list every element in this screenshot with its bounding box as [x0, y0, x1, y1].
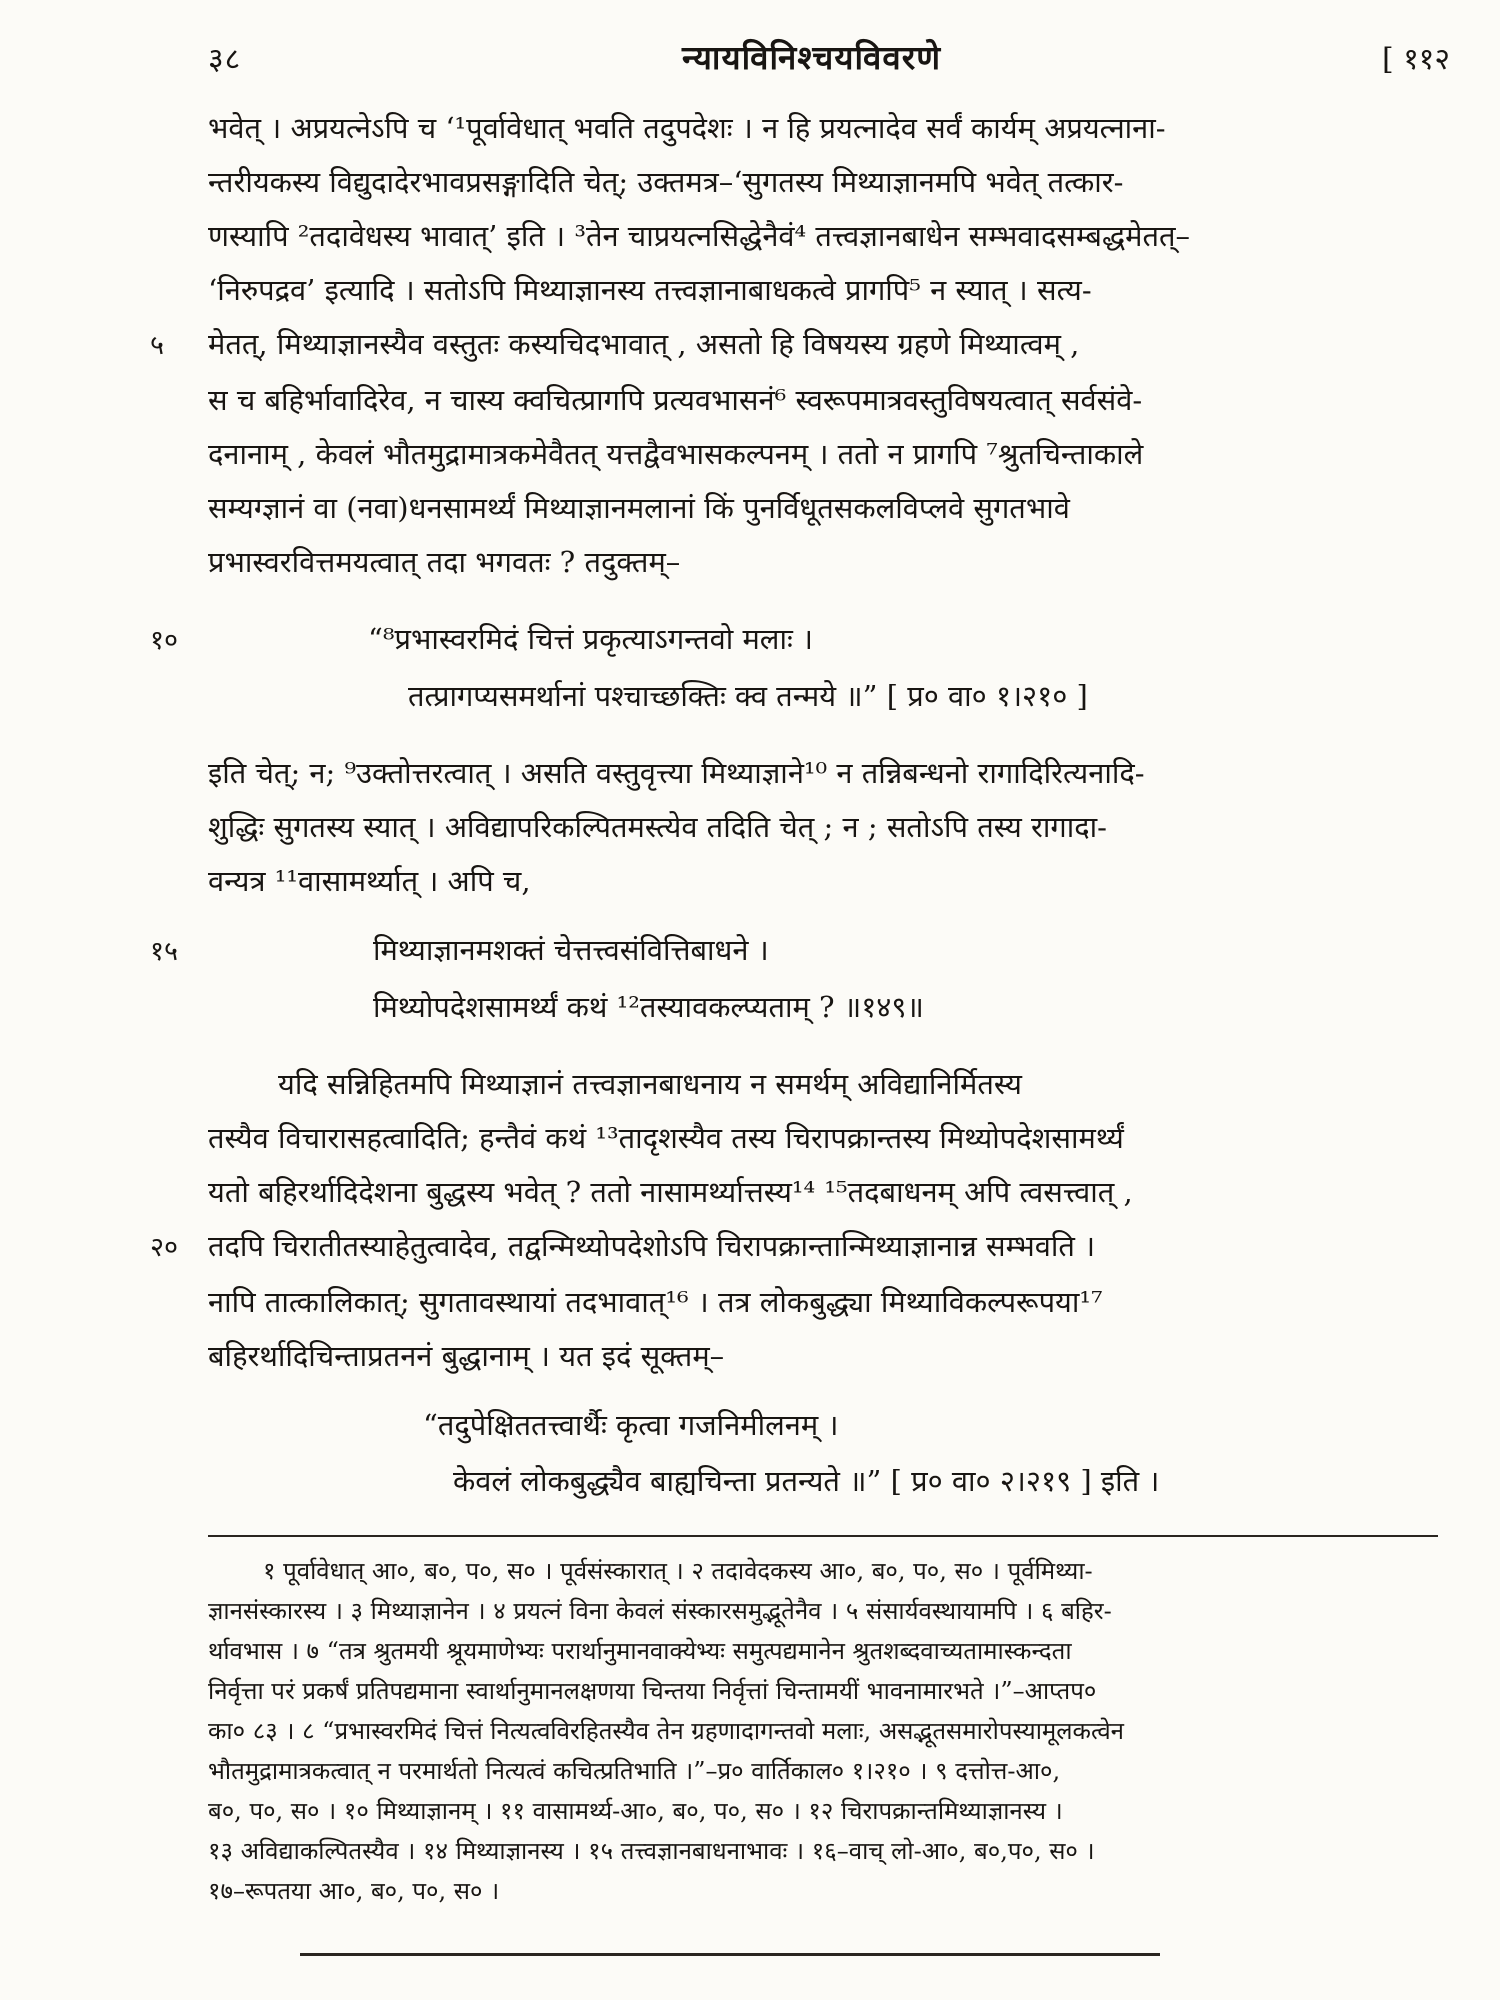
- body-text: यदि सन्निहितमपि मिथ्याज्ञानं तत्त्वज्ञानबाधनाय न समर्थम् अविद्यानिर्मितस्य: [278, 1067, 1022, 1101]
- text-line: [150, 1057, 1460, 1111]
- body-text: दनानाम् , केवलं भौतमुद्रामात्रकमेवैतत् यत्तद्वैवभासकल्पनम् । ततो न प्रागपि ⁷श्रुतचिन्ताकाले: [208, 437, 1144, 471]
- folio-reference: [ ११२: [1381, 42, 1450, 77]
- body-text: मेतत्, मिथ्याज्ञानस्यैव वस्तुतः कस्यचिदभावात् , असतो हि विषयस्य ग्रहणे मिथ्यात्वम् ,: [208, 327, 1080, 361]
- footnote-line: का० ८३ । ८ “प्रभास्वरमिदं चित्तं नित्यत्वविरहितस्यैव तेन ग्रहणादागन्तवो मलाः, असद्भूतसमारोपस्यामूलकत्वेन: [208, 1717, 1125, 1745]
- footnote-line: ब०, प०, स० । १० मिथ्याज्ञानम् । ११ वासामर्थ्य-आ०, ब०, प०, स० । १२ चिरापक्रान्तमिथ्याज्ञानस्य ।: [208, 1797, 1063, 1825]
- page-title: न्यायविनिश्चयविवरणे: [682, 38, 942, 77]
- footnote-line: निर्वृत्ता परं प्रकर्षं प्रतिपद्यमाना स्वार्थानुमानलक्षणया चिन्तया निर्वृत्तां चिन्तामयीं भावनामारभते ।”–आप्तप०: [208, 1677, 1097, 1705]
- footnote-line: भौतमुद्रामात्रकत्वात् न परमार्थतो नित्यत्वं कचित्प्रतिभाति ।”–प्र० वार्तिकाल० १।२१० । ९ दत्तोत्त-आ०,: [208, 1757, 1061, 1785]
- text-line: [150, 317, 1460, 373]
- footnote-line: र्थावभास । ७ “तत्र श्रुतमयी श्रूयमाणेभ्यः परार्थानुमानवाक्येभ्यः समुत्पद्यमानेन श्रुतशब्दवाच्यतामास्कन्दता: [208, 1637, 1072, 1665]
- body-text: यतो बहिरर्थादिदेशना बुद्धस्य भवेत् ? ततो नासामर्थ्यात्तस्य¹⁴ ¹⁵तदबाधनम् अपि त्वसत्त्वात् ,: [208, 1175, 1133, 1209]
- verse-text: मिथ्याज्ञानमशक्तं चेत्तत्त्वसंवित्तिबाधने ।: [373, 933, 769, 967]
- text-line: [150, 427, 1460, 481]
- verse-line: [150, 611, 1460, 668]
- footnotes-block: [150, 1551, 1460, 1911]
- spacer: [150, 1383, 1460, 1397]
- verse-line: [150, 979, 1460, 1035]
- body-text: बहिरर्थादिचिन्ताप्रतननं बुद्धानाम् । यत इदं सूक्तम्–: [208, 1339, 725, 1373]
- verse-text: “तदुपेक्षिततत्त्वार्थैः कृत्वा गजनिमीलनम् ।: [423, 1408, 839, 1442]
- body-text: न्तरीयकस्य विद्युदादेरभावप्रसङ्गादिति चेत्; उक्तमत्र–‘सुगतस्य मिथ्याज्ञानमपि भवेत् तत्कार-: [208, 165, 1124, 199]
- body-text: ‘निरुपद्रव’ इत्यादि । सतोऽपि मिथ्याज्ञानस्य तत्त्वज्ञानाबाधकत्वे प्रागपि⁵ न स्यात् । सत्य-: [208, 273, 1092, 307]
- spacer: [150, 908, 1460, 922]
- text-line: [150, 155, 1460, 209]
- body-text: भवेत् । अप्रयत्नेऽपि च ‘¹पूर्वावेधात् भवति तदुपदेशः । न हि प्रयत्नादेव सर्वं कार्यम् अप्रयत्नाना-: [208, 111, 1166, 145]
- text-line: [150, 209, 1460, 263]
- text-line: [150, 854, 1460, 908]
- body-text: तस्यैव विचारासहत्वादिति; हन्तैवं कथं ¹³तादृशस्यैव तस्य चिरापक्रान्तस्य मिथ्योपदेशसामर्थ्यं: [208, 1121, 1124, 1155]
- bottom-scan-rule: [300, 1953, 1160, 1956]
- body-text: स च बहिर्भावादिरेव, न चास्य क्वचित्प्रागपि प्रत्यवभासनं⁶ स्वरूपमात्रवस्तुविषयत्वात् सर्वसंवे-: [208, 383, 1143, 417]
- text-line: [150, 800, 1460, 854]
- text-line: [150, 746, 1460, 800]
- verse-line: [150, 922, 1460, 979]
- body-text: वन्यत्र ¹¹वासामर्थ्यात् । अपि च,: [208, 864, 531, 898]
- verse-line: [150, 1453, 1460, 1509]
- margin-line-number: १०: [150, 625, 179, 656]
- footnote-line: १ पूर्वावेधात् आ०, ब०, प०, स० । पूर्वसंस्कारात् । २ तदावेदकस्य आ०, ब०, प०, स० । पूर्वमिथ्या-: [263, 1557, 1093, 1585]
- footnote-separator-rule: [208, 1535, 1438, 1537]
- verse-text: “⁸प्रभास्वरमिदं चित्तं प्रकृत्याऽगन्तवो मलाः ।: [368, 622, 814, 656]
- text-line: [150, 1219, 1460, 1275]
- margin-line-number: ५: [150, 330, 165, 361]
- text-line: [150, 1275, 1460, 1329]
- verse-text: केवलं लोकबुद्ध्यैव बाह्यचिन्ता प्रतन्यते ॥” [ प्र० वा० २।२१९ ] इति ।: [453, 1464, 1160, 1498]
- text-line: [150, 481, 1460, 535]
- verse-text: तत्प्रागप्यसमर्थानां पश्चाच्छक्तिः क्व तन्मये ॥” [ प्र० वा० १।२१० ]: [408, 679, 1088, 713]
- verse-text: मिथ्योपदेशसामर्थ्यं कथं ¹²तस्यावकल्प्यताम् ? ॥१४९॥: [373, 990, 924, 1024]
- body-text: प्रभास्वरवित्तमयत्वात् तदा भगवतः ? तदुक्तम्–: [208, 545, 681, 579]
- body-text: नापि तात्कालिकात्; सुगतावस्थायां तदभावात्¹⁶ । तत्र लोकबुद्ध्या मिथ्याविकल्परूपया¹⁷: [208, 1285, 1103, 1319]
- footnote-line: १७–रूपतया आ०, ब०, प०, स० ।: [208, 1877, 500, 1905]
- body-text: इति चेत्; न; ⁹उक्तोत्तरत्वात् । असति वस्तुवृत्त्या मिथ्याज्ञाने¹⁰ न तन्निबन्धनो रागादिरित्यनादि-: [208, 756, 1145, 790]
- page-number: ३८: [208, 42, 242, 77]
- text-line: [150, 1165, 1460, 1219]
- body-text: णस्यापि ²तदावेधस्य भावात्’ इति । ³तेन चाप्रयत्नसिद्धेनैवं⁴ तत्त्वज्ञानबाधेन सम्भवादसम्बद्धमेतत्–: [208, 219, 1191, 253]
- margin-line-number: २०: [150, 1232, 179, 1263]
- text-line: [150, 535, 1460, 589]
- text-line: [150, 1111, 1460, 1165]
- spacer: [150, 724, 1460, 746]
- margin-line-number: १५: [150, 936, 179, 967]
- page-header: [150, 30, 1460, 79]
- verse-line: [150, 1397, 1460, 1453]
- body-text: सम्यग्ज्ञानं वा (नवा)धनसामर्थ्यं मिथ्याज्ञानमलानां किं पुनर्विधूतसकलविप्लवे सुगतभावे: [208, 491, 1070, 525]
- spacer: [150, 1035, 1460, 1057]
- verse-line: [150, 668, 1460, 724]
- footnote-line: १३ अविद्याकल्पितस्यैव । १४ मिथ्याज्ञानस्य । १५ तत्त्वज्ञानबाधनाभावः । १६–वाच् लो-आ०, ब०,प०, स० ।: [208, 1837, 1095, 1865]
- text-line: [150, 1329, 1460, 1383]
- text-line: [150, 263, 1460, 317]
- text-line: [150, 373, 1460, 427]
- body-text: शुद्धिः सुगतस्य स्यात् । अविद्यापरिकल्पितमस्त्येव तदिति चेत् ; न ; सतोऽपि तस्य रागादा-: [208, 810, 1107, 844]
- text-line: [150, 101, 1460, 155]
- body-text: तदपि चिरातीतस्याहेतुत्वादेव, तद्वन्मिथ्योपदेशोऽपि चिरापक्रान्तान्मिथ्याज्ञानान्न सम्भवति ।: [208, 1229, 1096, 1263]
- spacer: [150, 589, 1460, 611]
- footnote-line: ज्ञानसंस्कारस्य । ३ मिथ्याज्ञानेन । ४ प्रयत्नं विना केवलं संस्कारसमुद्भूतेनैव । ५ संसार्यवस्थायामपि । ६ बहिर-: [208, 1597, 1112, 1625]
